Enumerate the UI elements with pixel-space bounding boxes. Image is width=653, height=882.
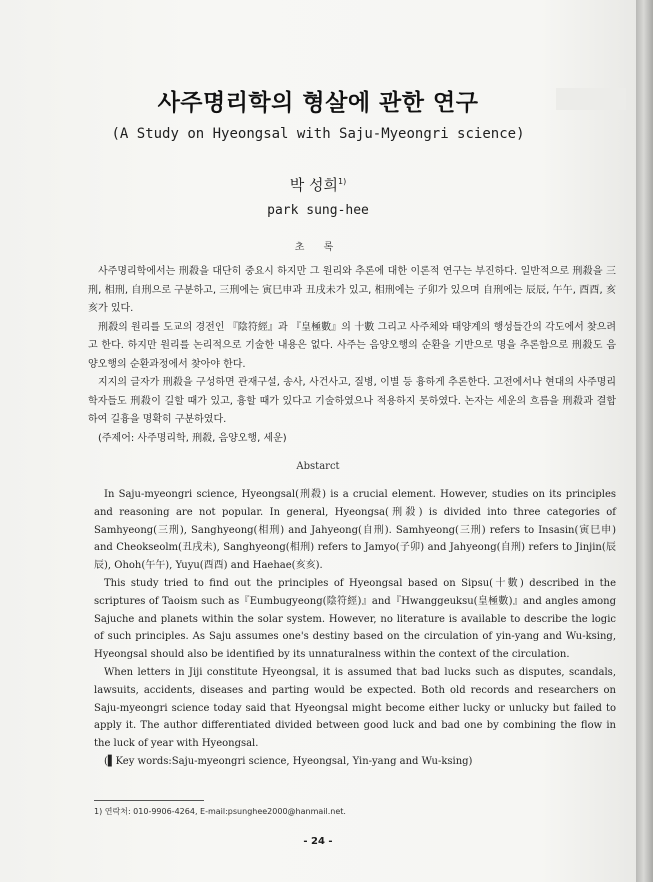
- paper-subtitle: (A Study on Hyeongsal with Saju-Myeongri science): [111, 126, 525, 142]
- footnote-divider: [94, 800, 204, 801]
- english-abstract-paragraph: When letters in Jiji constitute Hyeongsal, it is assumed that bad lucks such as disputes, scandals, lawsuits, accidents, diseases and parting would be expected. Both old records and researchers on Saju-myeongri science today said that Hyeongsal might become either lucky or unlucky but failed to apply it. The author differentiated divided between good luck and bad one by combining the flow in the luck of year with Hyeongsal.: [94, 666, 616, 750]
- english-abstract-heading: Abstarct: [296, 461, 340, 472]
- author-name-korean: [0, 174, 636, 195]
- author-name-english: park sung-hee: [267, 203, 369, 218]
- korean-abstract-paragraph: 刑殺의 원리를 도교의 경전인 『陰符經』과 『皇極數』의 十數 그리고 사주체와 태양계의 행성들간의 각도에서 찾으려고 한다. 하지만 원리를 논리적으로 기술한 내용은 없다. 사주는 음양오행의 순환을 기반으로 명을 추론함으로 刑殺도 음양오행의 순환과정에서 찾아야 한다.: [88, 321, 616, 370]
- english-abstract-paragraph: In Saju-myeongri science, Hyeongsal(刑殺) is a crucial element. However, studies on its principles and reasoning are not popular. In general, Hyeongsa(刑殺) is divided into three categories of Samhyeong(三刑), Sanghyeong(相刑) and Jahyeong(自刑). Samhyeong(三刑) refers to Insasin(寅巳申) and Cheokseolm(丑戌未), Sanghyeong(相刑) refers to Jamyo(子卯) and Jahyeong(自刑) refers to Jinjin(辰辰), Ohoh(午午), Yuyu(酉酉) and Haehae(亥亥).: [94, 489, 616, 572]
- book-binding-edge: [636, 0, 653, 882]
- korean-abstract-heading: 초 록: [294, 242, 342, 253]
- korean-keywords: (주제어: 사주명리학, 刑殺, 음양오행, 세운): [98, 432, 287, 444]
- korean-abstract-paragraph: 사주명리학에서는 刑殺을 대단히 중요시 하지만 그 원리와 추론에 대한 이론적 연구는 부진하다. 일반적으로 刑殺을 三刑, 相刑, 自刑으로 구분하고, 三刑에는 寅巳申과 丑戌未가 있고, 相刑에는 子卯가 있으며 自刑에는 辰辰, 午午, 酉酉, 亥亥가 있다.: [88, 266, 616, 314]
- page-number: - 24 -: [303, 836, 333, 847]
- paper-title: 사주명리학의 형살에 관한 연구: [157, 90, 479, 116]
- english-abstract: [94, 486, 616, 771]
- korean-abstract: [88, 263, 616, 448]
- english-abstract-paragraph: This study tried to find out the principles of Hyeongsal based on Sipsu(十數) described in the scriptures of Taoism such as『Eumbugyeong(陰符經)』and『Hwanggeuksu(皇極數)』and angles among Sajuche and planets within the solar system. However, no literature is available to describe the logic of such principles. As Saju assumes one's destiny based on the circulation of yin-yang and Wu-ksing, Hyeongsal should also be identified by its unnaturalness within the context of the circulation.: [94, 577, 616, 661]
- footnote-contact: 1) 연락처: 010-9906-4264, E-mail:psunghee2000@hanmail.net.: [94, 807, 346, 816]
- english-keywords: (▌Key words:Saju-myeongri science, Hyeongsal, Yin-yang and Wu-ksing): [104, 755, 473, 767]
- korean-abstract-paragraph: 지지의 글자가 刑殺을 구성하면 관재구설, 송사, 사건사고, 질병, 이별 등 흉하게 추론한다. 고전에서나 현대의 사주명리학자들도 刑殺이 길할 때가 있고, 흉할 때가 있다고 기술하였으나 적용하지 못하였다. 논자는 세운의 흐름을 刑殺과 결합하여 길흉을 명확히 구분하였다.: [88, 377, 616, 425]
- footnote-marker: 1): [338, 177, 347, 186]
- author-name: 박 성희: [289, 176, 339, 194]
